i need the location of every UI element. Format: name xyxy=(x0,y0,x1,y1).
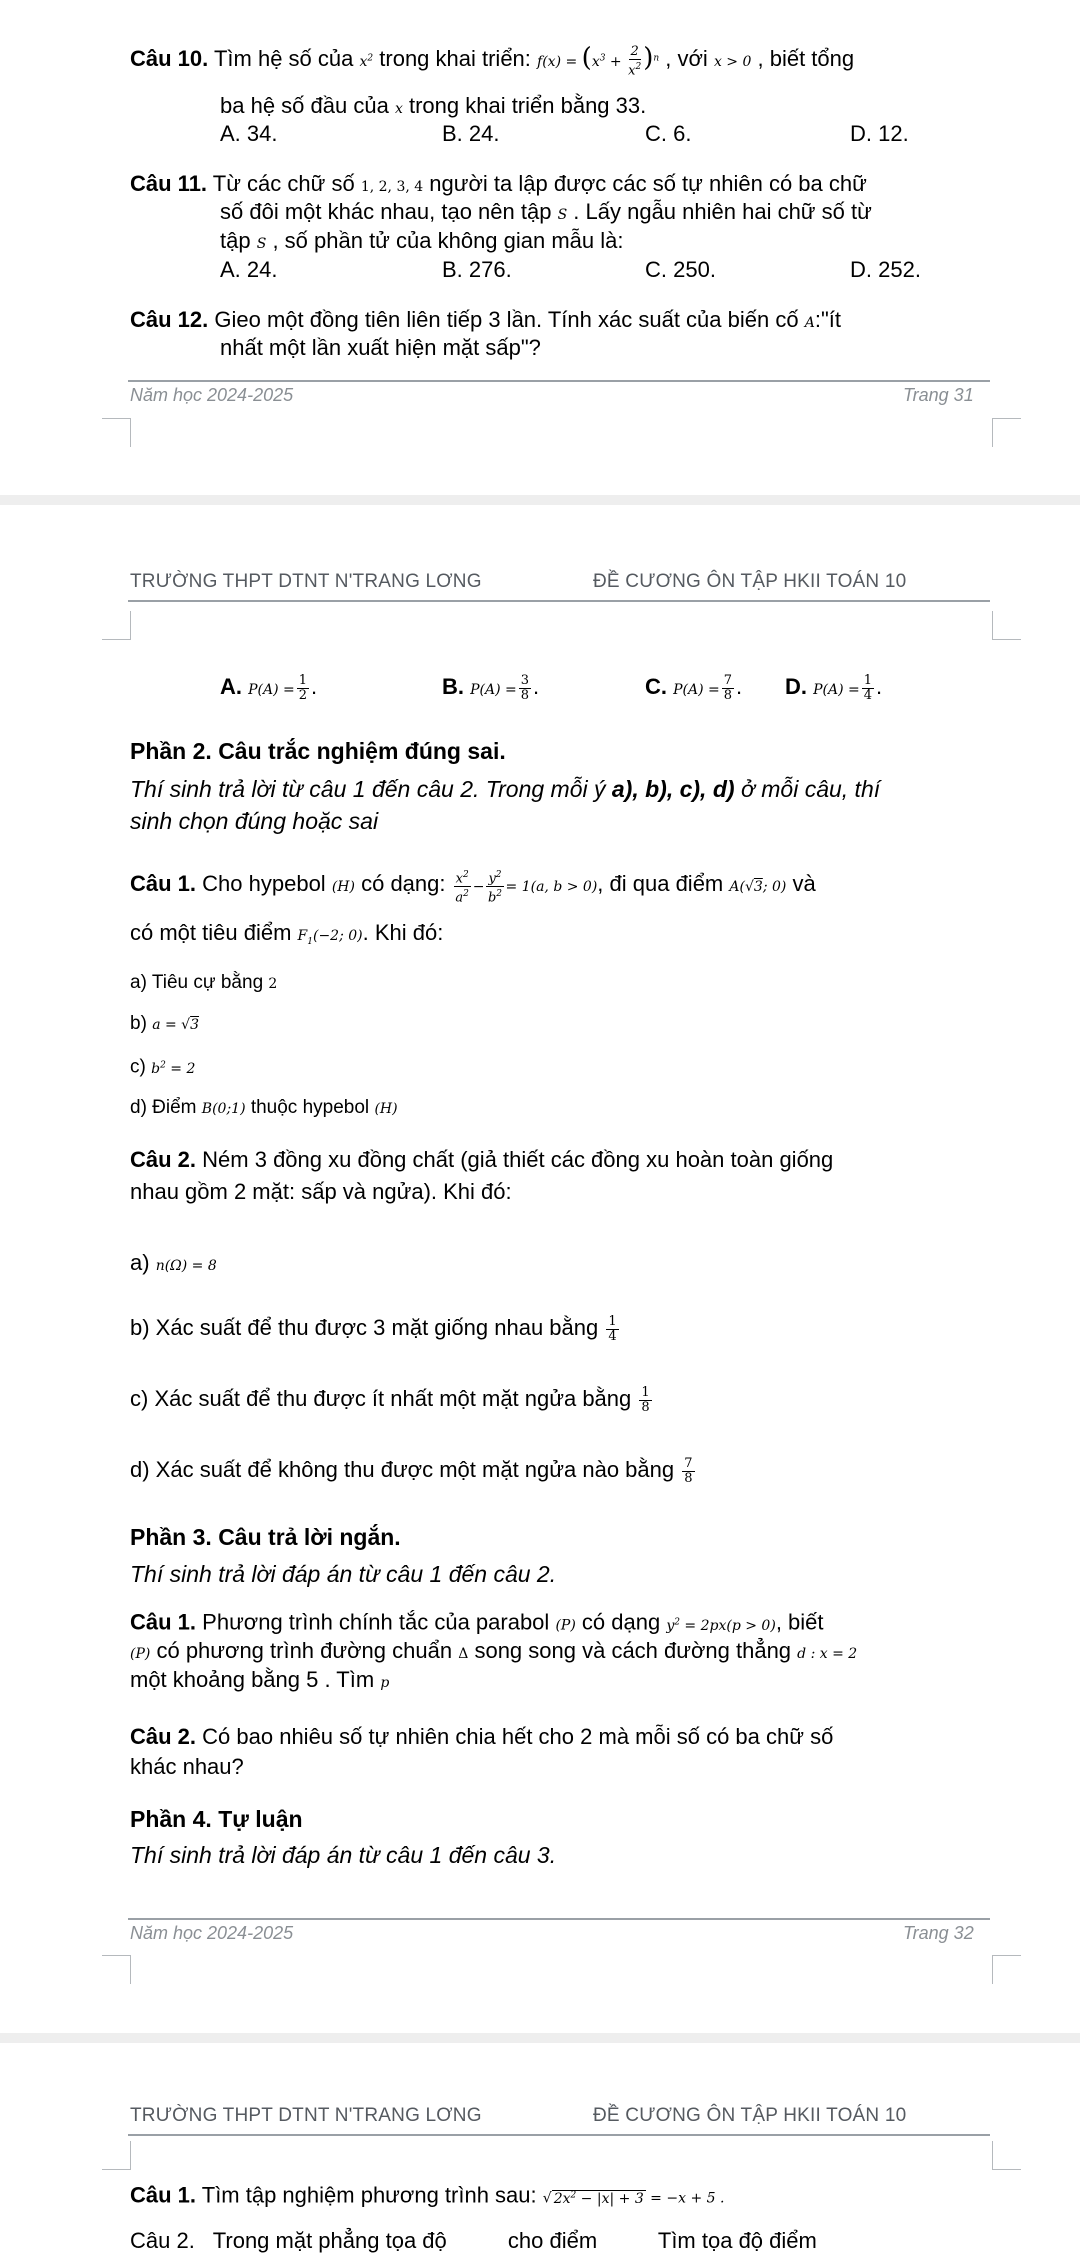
section-title-part2: Phần 2. Câu trắc nghiệm đúng sai. xyxy=(130,738,506,764)
crop-mark xyxy=(102,1955,131,1984)
question-12-line1: Câu 12. Gieo một đồng tiên liên tiếp 3 lần. Tính xác suất của biến cố A:"ít xyxy=(130,307,841,332)
header-school: TRƯỜNG THPT DTNT N'TRANG LƠNG xyxy=(130,571,482,592)
tf-question-1-line2: có một tiêu điểm $F_1(-2$; 0). Khi đó: xyxy=(130,920,444,947)
crop-mark xyxy=(102,611,131,640)
question-label: Câu 11. xyxy=(130,171,208,196)
question-10-line1: Câu 10. Tìm hệ số của $x^2$ trong khai triển: $f(x) = (x^3$ + $\frac{2}{x^2}$ )$^n$ , với x > 0 , biết tổng xyxy=(130,43,855,79)
statement-a[interactable]: a) Tiêu cự bằng 2 xyxy=(130,972,278,993)
section-title-part4: Phần 4. Tự luận xyxy=(130,1806,303,1832)
tf-question-1-line1: Câu 1. Cho hypebol (H) có dạng: $\frac{x^2}{a^2}$ − $\frac{y^2}{b^2}$ = 1(a, b > 0), đi qua điểm A(√3; 0) và xyxy=(130,870,816,906)
page-33 xyxy=(0,2043,1080,2253)
question-label: Câu 12. xyxy=(130,307,209,332)
question-11-line1: Câu 11. Từ các chữ số 1, 2, 3, 4 người ta lập được các số tự nhiên có ba chữ xyxy=(130,171,867,196)
question-label: Câu 10. xyxy=(130,46,209,71)
tf-question-2-line2: nhau gồm 2 mặt: sấp và ngửa). Khi đó: xyxy=(130,1179,512,1204)
header-school: TRƯỜNG THPT DTNT N'TRANG LƠNG xyxy=(130,2105,482,2126)
header-divider xyxy=(128,2134,990,2136)
option-d[interactable]: D. 252. xyxy=(850,257,921,282)
section-instructions: Thí sinh trả lời từ câu 1 đến câu 2. Trong mỗi ý a), b), c), d) ở mỗi câu, thí xyxy=(130,776,881,802)
crop-mark xyxy=(992,418,1021,447)
option-c[interactable]: C. 6. xyxy=(645,121,692,146)
option-d[interactable]: D. 12. xyxy=(850,121,909,146)
option-a[interactable]: A. 34. xyxy=(220,121,278,146)
crop-mark xyxy=(992,611,1021,640)
essay-question-2-partial: Câu 2. Trong mặt phẳng tọa độ cho điểm Tìm tọa độ điểm xyxy=(130,2228,817,2253)
statement-c[interactable]: c) $b^2 = 2$ xyxy=(130,1056,196,1078)
statement-c[interactable]: c) Xác suất để thu được ít nhất một mặt ngửa bằng $\frac{1}{8}$ xyxy=(130,1384,650,1415)
option-b[interactable]: B. 24. xyxy=(442,121,500,146)
header-title: ĐỀ CƯƠNG ÔN TẬP HKII TOÁN 10 xyxy=(593,2105,907,2126)
question-12-line2: nhất một lần xuất hiện mặt sấp"? xyxy=(220,335,541,360)
short-answer-1-line2: (P) có phương trình đường chuẩn Δ song song và cách đường thẳng d : x = 2 xyxy=(130,1638,858,1663)
short-answer-1-line1: Câu 1. Phương trình chính tắc của parabol (P) có dạng $y^2 = 2px(p > 0)$, biết xyxy=(130,1609,824,1635)
footer-divider xyxy=(128,380,990,382)
footer-page-number: Trang 32 xyxy=(903,1923,974,1943)
option-b[interactable]: B. 276. xyxy=(442,257,512,282)
footer-year: Năm học 2024-2025 xyxy=(130,1923,294,1943)
header-title: ĐỀ CƯƠNG ÔN TẬP HKII TOÁN 10 xyxy=(593,571,907,592)
page-32 xyxy=(0,505,1080,2033)
short-answer-2-line2: khác nhau? xyxy=(130,1754,244,1779)
page-separator xyxy=(0,2033,1080,2043)
footer-page-number: Trang 31 xyxy=(903,385,974,405)
option-d[interactable]: D. P(A) = $\frac{1}{4}$ . xyxy=(785,672,883,703)
header-divider xyxy=(128,600,990,602)
option-a[interactable]: A. 24. xyxy=(220,257,278,282)
section-instructions: Thí sinh trả lời đáp án từ câu 1 đến câu 2. xyxy=(130,1561,557,1587)
crop-mark xyxy=(992,1955,1021,1984)
option-c[interactable]: C. P(A) = $\frac{7}{8}$ . xyxy=(645,672,743,703)
hyperbola-equation: $\frac{x^2}{a^2}$ − $\frac{y^2}{b^2}$ = 1(a, b > 0) xyxy=(455,870,598,906)
essay-question-1: Câu 1. Tìm tập nghiệm phương trình sau: √ $2x^2 - |x| + 3 = -x + 5$ . xyxy=(130,2182,725,2208)
question-11-line2: số đôi một khác nhau, tạo nên tập S . Lấy ngẫu nhiên hai chữ số từ xyxy=(220,199,872,224)
statement-a[interactable]: a) n(Ω) = 8 xyxy=(130,1250,217,1275)
statement-d[interactable]: d) Xác suất để không thu được một mặt ngửa nào bằng $\frac{7}{8}$ xyxy=(130,1455,693,1486)
crop-mark xyxy=(992,2141,1021,2170)
statement-b[interactable]: b) a = √3 xyxy=(130,1013,200,1034)
tf-question-2-line1: Câu 2. Ném 3 đồng xu đồng chất (giả thiết các đồng xu hoàn toàn giống xyxy=(130,1147,834,1172)
question-10-line2: ba hệ số đầu của x trong khai triển bằng 33. xyxy=(220,93,647,118)
page-separator xyxy=(0,495,1080,505)
option-b[interactable]: B. P(A) = $\frac{3}{8}$ . xyxy=(442,672,540,703)
crop-mark xyxy=(102,2141,131,2170)
question-11-line3: tập S , số phần tử của không gian mẫu là: xyxy=(220,228,624,253)
option-c[interactable]: C. 250. xyxy=(645,257,716,282)
footer-divider xyxy=(128,1918,990,1920)
expansion-formula: $f(x) = (x^3$ + $\frac{2}{x^2}$ )$^n$ xyxy=(537,43,660,79)
statement-d[interactable]: d) Điểm B(0;1) thuộc hypebol (H) xyxy=(130,1097,398,1118)
short-answer-1-line3: một khoảng bằng 5 . Tìm p xyxy=(130,1667,390,1692)
short-answer-2-line1: Câu 2. Có bao nhiêu số tự nhiên chia hết cho 2 mà mỗi số có ba chữ số xyxy=(130,1724,834,1749)
crop-mark xyxy=(102,418,131,447)
page-31 xyxy=(0,0,1080,495)
section-instructions: Thí sinh trả lời đáp án từ câu 1 đến câu 3. xyxy=(130,1842,557,1868)
statement-b[interactable]: b) Xác suất để thu được 3 mặt giống nhau bằng $\frac{1}{4}$ xyxy=(130,1313,617,1344)
footer-year: Năm học 2024-2025 xyxy=(130,385,294,405)
option-a[interactable]: A. P(A) = $\frac{1}{2}$ . xyxy=(220,672,318,703)
section-instructions-line2: sinh chọn đúng hoặc sai xyxy=(130,808,379,834)
section-title-part3: Phần 3. Câu trả lời ngắn. xyxy=(130,1524,401,1550)
